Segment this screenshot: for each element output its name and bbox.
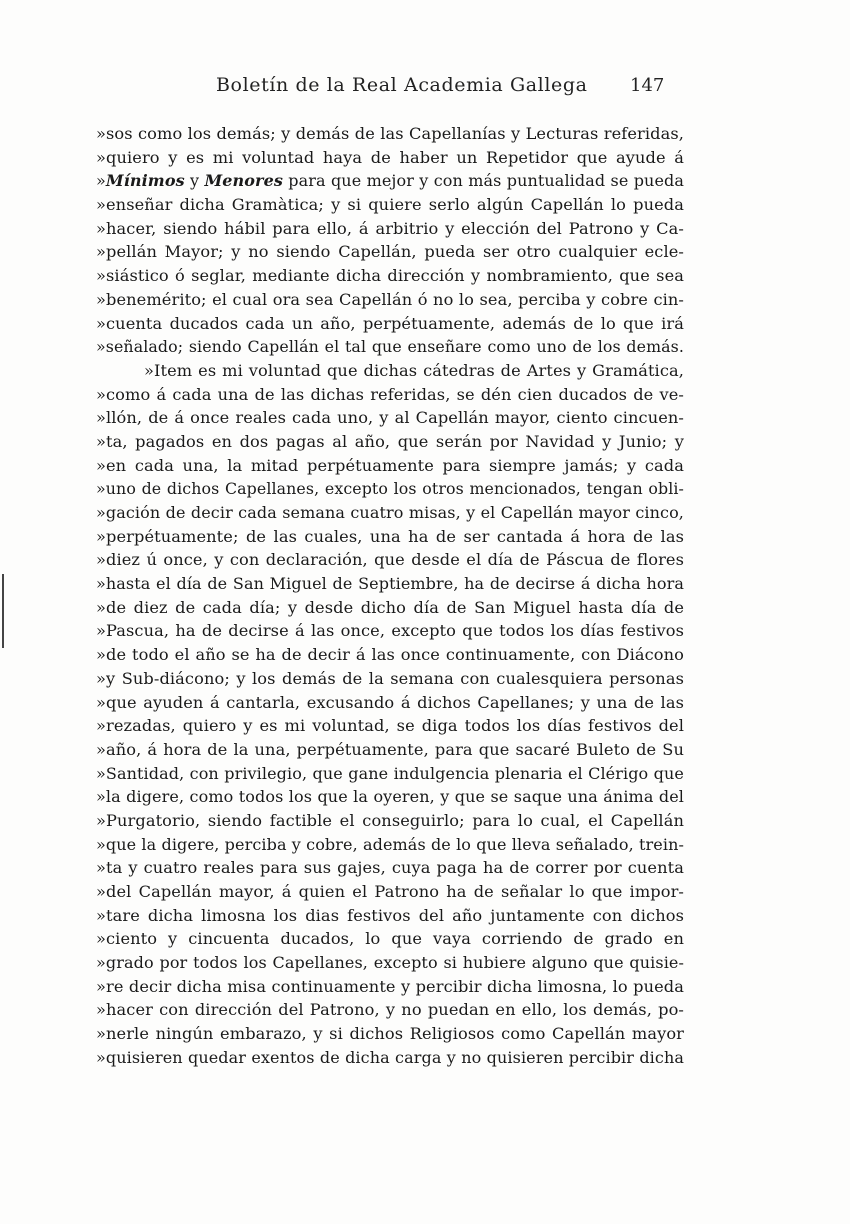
text-line: »la digere, como todos los que la oyeren, y que se saque una ánima del: [96, 787, 684, 807]
page-number: 147: [630, 75, 665, 96]
text-line: »señalado; siendo Capellán el tal que enseñare como uno de los demás.: [96, 337, 684, 357]
page-header: [96, 74, 696, 104]
text-segment: y: [184, 171, 205, 191]
text-line: »gación de decir cada semana cuatro misas, y el Capellán mayor cinco,: [96, 503, 684, 522]
text-line: »que la digere, perciba y cobre, además de lo que lleva señalado, trein-: [96, 834, 684, 854]
text-line: »ta y cuatro reales para sus gajes, cuya paga ha de correr por cuenta: [96, 858, 684, 878]
text-line: »rezadas, quiero y es mi voluntad, se diga todos los días festivos del: [96, 716, 684, 736]
text-line: »cuenta ducados cada un año, perpétuamente, además de lo que irá: [96, 313, 684, 333]
text-line: »hacer con dirección del Patrono, y no puedan en ello, los demás, po-: [96, 1000, 684, 1020]
text-line: »quisieren quedar exentos de dicha carga y no quisieren percibir dicha: [96, 1047, 684, 1067]
text-line: »y Sub-diácono; y los demás de la semana con cualesquiera personas: [96, 668, 684, 688]
text-line: »siástico ó seglar, mediante dicha dirección y nombramiento, que sea: [96, 266, 684, 286]
text-line: »año, á hora de la una, perpétuamente, para que sacaré Buleto de Su: [96, 739, 684, 759]
text-line: [96, 169, 684, 193]
text-line: »Pascua, ha de decirse á las once, excepto que todos los días festivos: [96, 621, 684, 641]
italic-term: Menores: [204, 171, 283, 191]
text-line: »pellán Mayor; y no siendo Capellán, pueda ser otro cualquier ecle-: [96, 242, 684, 262]
text-line: »que ayuden á cantarla, excusando á dichos Capellanes; y una de las: [96, 692, 684, 712]
text-line: »ta, pagados en dos pagas al año, que serán por Navidad y Junio; y: [96, 431, 684, 451]
text-line: »nerle ningún embarazo, y si dichos Religiosos como Capellán mayor: [96, 1024, 684, 1044]
scan-margin-mark: [2, 574, 4, 648]
running-title: Boletín de la Real Academia Gallega: [216, 74, 588, 96]
text-line: »uno de dichos Capellanes, excepto los otros mencionados, tengan obli-: [96, 479, 684, 499]
text-segment: para que mejor y con más puntualidad se pueda: [282, 171, 684, 191]
text-line: »Santidad, con privilegio, que gane indulgencia plenaria el Clérigo que: [96, 763, 684, 783]
text-segment: »: [96, 171, 106, 191]
text-line: »hasta el día de San Miguel de Septiembre, ha de decirse á dicha hora: [96, 574, 684, 594]
text-line: »quiero y es mi voluntad haya de haber un Repetidor que ayude á: [96, 147, 684, 167]
text-line: »Purgatorio, siendo factible el conseguirlo; para lo cual, el Capellán: [96, 810, 684, 830]
text-line: »ciento y cincuenta ducados, lo que vaya corriendo de grado en: [96, 929, 684, 949]
text-line: »grado por todos los Capellanes, excepto si hubiere alguno que quisie-: [96, 953, 684, 973]
text-line: »enseñar dicha Gramàtica; y si quiere serlo algún Capellán lo pueda: [96, 195, 684, 215]
text-line: »de diez de cada día; y desde dicho día de San Miguel hasta día de: [96, 597, 684, 617]
text-line: »benemérito; el cual ora sea Capellán ó no lo sea, perciba y cobre cin-: [96, 289, 684, 309]
italic-term: Mínimos: [105, 171, 185, 191]
body-text: [96, 122, 684, 1070]
text-line: »Item es mi voluntad que dichas cátedras de Artes y Gramática,: [144, 360, 684, 380]
text-line: »llón, de á once reales cada uno, y al Capellán mayor, ciento cincuen-: [96, 408, 684, 428]
text-line: »diez ú once, y con declaración, que desde el día de Páscua de flores: [96, 550, 684, 570]
text-line: »de todo el año se ha de decir á las once continuamente, con Diácono: [96, 645, 684, 665]
text-line: »re decir dicha misa continuamente y percibir dicha limosna, lo pueda: [96, 976, 684, 996]
text-line: »perpétuamente; de las cuales, una ha de ser cantada á hora de las: [96, 526, 684, 546]
text-line: »tare dicha limosna los dias festivos del año juntamente con dichos: [96, 905, 684, 925]
text-line: »del Capellán mayor, á quien el Patrono ha de señalar lo que impor-: [96, 882, 684, 901]
text-line: »como á cada una de las dichas referidas, se dén cien ducados de ve-: [96, 384, 684, 404]
text-line: »sos como los demás; y demás de las Capellanías y Lecturas referidas,: [96, 124, 684, 143]
text-line: »hacer, siendo hábil para ello, á arbitrio y elección del Patrono y Ca-: [96, 218, 684, 238]
text-line: »en cada una, la mitad perpétuamente para siempre jamás; y cada: [96, 455, 684, 475]
